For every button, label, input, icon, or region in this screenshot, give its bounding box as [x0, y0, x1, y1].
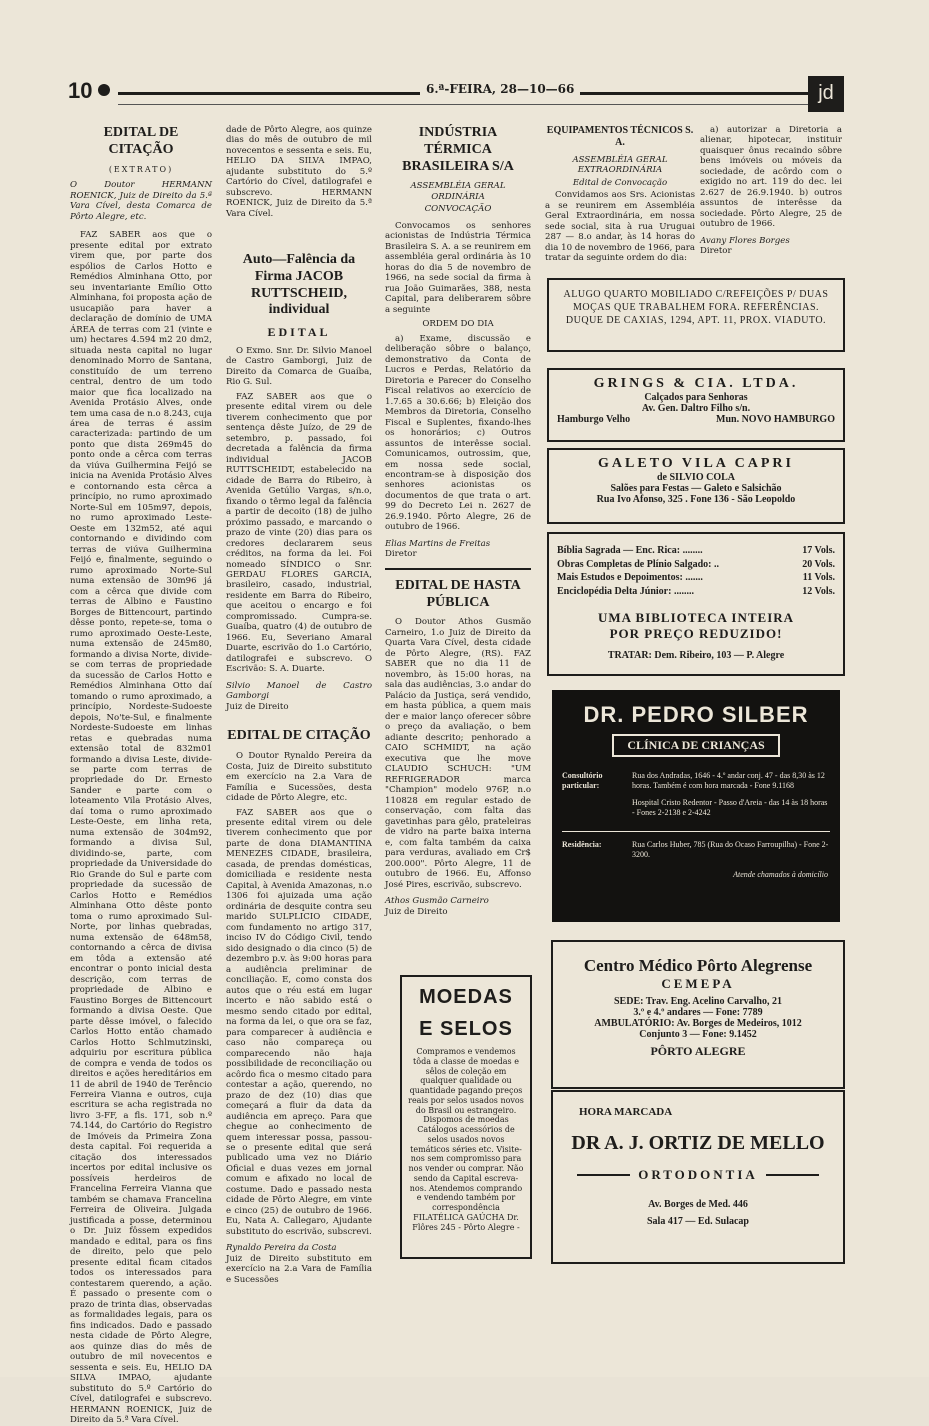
biblio-item: Enciclopédia Delta Júnior: ........ 12 Vols.: [557, 585, 835, 597]
industria-sub2: CONVOCAÇÃO: [424, 204, 492, 215]
cemepa-sede: SEDE: Trav. Eng. Acelino Carvalho, 21: [614, 996, 782, 1007]
page-number: 10: [68, 78, 93, 103]
issue-date: 6.ª-FEIRA, 28—10—66: [420, 82, 580, 96]
edital-intro: O Doutor HERMANN ROENICK, Juiz de Direito da 5.ª Vara Cível, desta Comarca de Pôrto Alegre, etc.: [70, 180, 212, 222]
ad-ortiz-mello: [551, 1090, 845, 1264]
industria-body: Convocamos os senhores acionistas de Indústria Térmica Brasileira S. A. a se reunirem em assembléia geral ordinária às 10 horas do dia 5 de novembro de 1966, na sede social da firma à rua João Guimarães, 388, nesta Capital, para deliberarem sôbre a seguinte: [385, 220, 531, 315]
citacao2-intro: O Doutor Rynaldo Pereira da Costa, Juiz de Direito substituto em exercício na 2.a Vara de Família e Sucessões, desta cidade de Pôrto Alegre, etc.: [226, 751, 372, 804]
column-5: [700, 125, 842, 270]
biblio-headline-1: UMA BIBLIOTECA INTEIRA: [597, 610, 795, 625]
ad-cemepa: [551, 940, 845, 1089]
mello-addr: Av. Borges de Med. 446: [648, 1199, 748, 1210]
equip-body: Convidamos aos Srs. Acionistas a se reunirem em Assembléia Geral Extraordinária, em nossa sede social, sita à rua Uruguai 287 — 8.o andar, às 14 horas do dia 10 de novembro de 1966, para tratar da seguinte ordem do dia:: [545, 190, 695, 264]
equip-sub1: ASSEMBLÉIA GERAL EXTRAORDINÁRIA: [572, 155, 668, 176]
grings-line2: Av. Gen. Daltro Filho s/n.: [641, 403, 751, 414]
grings-title: GRINGS & CIA. LTDA.: [593, 376, 799, 391]
edital-subtitle: (EXTRATO): [108, 164, 174, 174]
mello-spec-row: [577, 1167, 819, 1183]
mello-name: DR A. J. ORTIZ DE MELLO: [571, 1132, 825, 1154]
industria-role: Diretor: [385, 549, 417, 560]
silber-consult-1: Rua dos Andradas, 1646 - 4.º andar conj. 47 - das 8,30 às 12 horas. Também é com hora marcada - Fone 9.1168: [632, 771, 825, 791]
equip-sub2: Edital de Convocação: [572, 177, 668, 188]
equip-body-2: a) autorizar a Diretoria a alienar, hipotecar, instituir quaisquer ônus recaindo sôbre bens imóveis ou móveis da sociedade, de acôrdo com o exigido no art. 119 do dec. lei 2.627 de 26.9.1940. b) outros assuntos de interêsse da sociedade. Pôrto Alegre, 25 de outubro de 1966.: [700, 125, 842, 230]
ad-pedro-silber: [552, 690, 840, 922]
cemepa-sede-2: 3.º e 4.º andares — Fone: 7789: [633, 1007, 763, 1018]
industria-title: INDÚSTRIA TÉRMICA BRASILEIRA S/A: [402, 125, 514, 174]
biblio-list: [549, 544, 843, 598]
silber-specialty: CLÍNICA DE CRIANÇAS: [612, 734, 780, 757]
falencia-title: Auto—Falência da Firma JACOB RUTTSCHEID, individual: [242, 252, 356, 318]
falencia-notice: [226, 252, 372, 1285]
industria-sub1: ASSEMBLÉIA GERAL ORDINÁRIA: [410, 181, 506, 202]
moedas-ad: [400, 975, 532, 1259]
mello-spec: ORTODONTIA: [638, 1167, 758, 1182]
cemepa-amb: AMBULATÓRIO: Av. Borges de Medeiros, 1012: [594, 1018, 802, 1029]
cemepa-city: PÔRTO ALEGRE: [650, 1044, 746, 1058]
silber-consult-2: Hospital Cristo Redentor - Passo d'Areia - das 14 às 18 horas - Fones 2-2138 e 2-4242: [632, 797, 828, 818]
falencia-signature: Silvio Manoel de Castro Gamborgi: [226, 680, 372, 702]
column-1: [70, 125, 212, 1426]
galeto-line2: Salões para Festas — Galeto e Salsichão: [610, 483, 782, 494]
citacao2-title: EDITAL DE CITAÇÃO: [227, 728, 371, 744]
ad-quarto-text: ALUGO QUARTO MOBILIADO C/REFEIÇÕES P/ DUAS MOÇAS QUE TRABALHEM FORA. REFERÊNCIAS. DUQUE DE CAXIAS, 1294, APT. 11, PROX. VIADUTO.: [563, 289, 829, 326]
cemepa-title: Centro Médico Pôrto Alegrense: [583, 956, 813, 975]
galeto-title: GALETO VILA CAPRI: [598, 456, 794, 471]
hasta-signature: Athos Gusmão Carneiro: [385, 896, 489, 907]
cemepa-amb-2: Conjunto 3 — Fone: 9.1452: [639, 1029, 757, 1040]
bullet-icon: [98, 84, 110, 96]
hasta-body: O Doutor Athos Gusmão Carneiro, 1.o Juiz de Direito da Quarta Vara Cível, desta cidade de Pôrto Alegre, (RS). FAZ SABER que no dia 11 de novembro, às 15:00 horas, na sala das audiências, 3.o andar do Palácio da Justiça, será vendido, em hasta pública, a quem mais der e maior lanço oferecer sôbre o preço da avaliação, o bem adiante descrito; penhorado a CAIO SCHMIDT, na ação executiva que lhe move CLAUDIO SCHUCH: "UM REFRIGERADOR marca "Champion" modelo 976P, n.o 110828 em regular estado de conservação, com falta das gavetinhas para gêlo, prateleiras de vidro na parte baixa interna e, com falta também da caixa para verduras, avaliado em Cr$ 200.000". Pôrto Alegre, 11 de outubro de 1966. Eu, Affonso José Pires, escrivão, subscrevo.: [385, 617, 531, 890]
column-2-continuation: [226, 125, 372, 220]
ad-quarto: [547, 278, 845, 352]
falencia-intro: O Exmo. Snr. Dr. Silvio Manoel de Castro Gamborgi, Juiz de Direito da Comarca de Guaíba, Rio G. Sul.: [226, 345, 372, 388]
grings-line1: Calçados para Senhoras: [644, 392, 748, 403]
biblio-item: Bíblia Sagrada — Enc. Rica: ........ 17 Vols.: [557, 545, 835, 556]
ad-galeto: [547, 448, 845, 524]
header-rule-thin: [118, 104, 838, 105]
ad-biblioteca: [547, 532, 845, 676]
moedas-title-2: E SELOS: [419, 1018, 513, 1040]
falencia-edital: EDITAL: [267, 325, 331, 340]
galeto-line1: de SILVIO COLA: [657, 472, 735, 483]
jd-logo: jd: [808, 76, 844, 112]
industria-items: a) Exame, discussão e deliberação sôbre o balanço, demonstrativo da Conta de Lucros e Perdas, Relatório da Diretoria e Parecer do Conselho Fiscal relativos ao exercício de 1.7.65 a 30.6.66; b) Eleição dos Membros da Diretoria, Conselho Fiscal e Suplentes, fixando-lhes os honorários; c) Outros assuntos de interêsse social. Comunicamos, outrossim, que, em nossa sede social, encontram-se à disposição dos senhores acionistas os documentos de que trata o art. 99 do Decreto Lei n. 2627 de 26.9.1940. Pôrto Alegre, 26 de outubro de 1966.: [385, 333, 531, 533]
edital-title: EDITAL DE CITAÇÃO: [103, 125, 179, 157]
mello-addr-2: Sala 417 — Ed. Sulacap: [647, 1216, 749, 1227]
grings-left: Hamburgo Velho: [557, 414, 631, 425]
silber-note: Atende chamados à domicílio: [733, 870, 828, 880]
falencia-role: Juiz de Direito: [226, 701, 289, 712]
moedas-title-1: MOEDAS: [419, 986, 513, 1008]
citacao2-signature: Rynaldo Pereira da Costa: [226, 1243, 337, 1254]
silber-consult: Consultório particular: Rua dos Andradas, 1646 - 4.º andar conj. 47 - das 8,30 às 12 horas. Também é com hora marcada - Fone 9.1168 Hospital Cristo Redentor - Passo d'Areia - das 14 às 18 horas - Fones 2-2138 e 2-4242: [554, 771, 838, 819]
equip-signature: Avany Flores Borges: [700, 235, 790, 246]
column-3: [385, 125, 531, 965]
equip-title: EQUIPAMENTOS TÉCNICOS S. A.: [546, 125, 694, 148]
cemepa-sub: CEMEPA: [661, 976, 735, 991]
ad-grings: [547, 368, 845, 442]
citacao2-body: FAZ SABER aos que o presente edital virem ou dele tiverem conhecimento que por parte de dona DIAMANTINA MENEZES CIDADE, brasileira, casada, de prendas domésticas, domiciliada e residente nesta Capital, à Avenida Amazonas, n.o 1306 foi ajuizada uma ação ordinária de desquite contra seu marido SULPLICIO CIDADE, com fundamento no artigo 317, inciso IV do Código Civil, tendo sido designado o dia cinco (5) de dezembro p.v. às 9:00 horas para a audiência preliminar de conciliação. E, como consta dos autos que o réu está em lugar incerto e não sabido está o mesmo sendo citado por edital, na forma da lei, o que ora se faz, para comparecer à audiência e caso não compareça ou comparecendo não haja possibilidade de reconciliação ou acôrdo fica o mesmo citado para contestar a ação, querendo, no prazo de dez (10) dias que começará a fluir da data da audiência em apreço. Para que chegue ao conhecimento de quem interessar possa, passou-se o presente edital que será publicado uma vez no Diário Oficial e duas vezes em jornal comum e afixado no local de costume. Dado e passado nesta cidade de Pôrto Alegre, em vinte e cinco (25) de outubro de 1966. Eu, Nata A. Callegaro, Ajudante substituto do escrivão, subscrevi.: [226, 807, 372, 1237]
grings-right: Mun. NOVO HAMBURGO: [716, 414, 835, 425]
silber-residence: Residência: Rua Carlos Huber, 785 (Rua do Ocaso Farroupilha) - Fone 2-3200.: [562, 839, 829, 859]
falencia-body: FAZ SABER aos que o presente edital virem ou dele tiverem conhecimento que por sentença dêste Juízo, de 29 de setembro, p. passado, foi decretada a falência da firma individual JACOB RUTTSCHEIDT, estabelecido na cidade de Barra do Ribeiro, à Avenida Getúlio Vargas, s/n.o, fixando o têrmo legal da falência a partir de decoito (18) de julho próximo passado, e marcando o prazo de vinte (20) dias para os credores declararem seus créditos, na forma da lei. Foi nomeado SÍNDICO o Snr. GERDAU FLORES GARCIA, brasileiro, casado, industrial, residente em Barra do Ribeiro, que aceitou o encargo e foi compromissado. Cumpra-se. Guaíba, quatro (4) de outubro de 1966. Eu, Severiano Amaral Duarte, escrivão do 1.o Cartório, datilografei e subscrevo. O Escrivão: S. A. Duarte.: [226, 391, 372, 675]
hasta-role: Juiz de Direito: [385, 906, 448, 917]
column-4: [545, 125, 695, 270]
edital-body-continued: dade de Pôrto Alegre, aos quinze dias do mês de outubro de mil novecentos e sessenta e seis. Eu, HELIO DA SILVA IMPAO, ajudante substituto do 5.º Cartório do Cível, datilografei e subscrevo. HERMANN ROENICK, Juiz de Direito da 5.ª Vara Cível.: [226, 125, 372, 219]
ordem-do-dia: ORDEM DO DIA: [422, 319, 494, 330]
biblio-item: Obras Completas de Plínio Salgado: .. 20 Vols.: [557, 558, 835, 570]
edital-body: FAZ SABER aos que o presente edital por extrato virem que, por parte dos espólios de Carlos Hotto e Remédios Alminhana Otto, por seu inventariante Emílio Otto Alminhana, foi proposta ação de usucapião para haver a declaração de domínio de UMA ÁREA de terras com 21 (vinte e um) hectares 4.594 m2 20 dm2, situada nesta capital no lugar denominado Morro de Santana, constituído de um terreno central, dentro de um todo maior que fica localizado na Avenida Protásio Alves, onde tem uma casa de n.o 8.243, cuja área de terras é assim caracterizada: partindo de um ponto que dista 269m45 do ponto onde a cêrca com terras da viúva Guilhermina Feijó se inicia na Avenida Protásio Alves e contornando esta cêrca a princípio, no rumo aproximado Norte-Sul em 105m97, depois, no rumo aproximado Leste-Oeste em 132m52, até aqui contornando e dividindo com terras de viúva Guilhermina Feijó e, finalmente, seguindo o rumo aproximado Norte-Sul numa extensão de 30m96 já com a cêrca que divide com terras de Albino e Faustino Borges de Bittencourt, partindo dêsse ponto, repete-se, toma o rumo aproximado Oeste-Leste, numa extensão de 245m80, formando a divisa Norte, divide-se com terras de propriedade da sucessão de Carlos Hotto e Remédios Alminhana Otto daí tomando o rumo aproximado, a princípio, Nordeste-Sudoeste depois, No'te-Sul, e finalmente Nordeste-Sudoeste em linhas retas e quebradas numa extensão total de 832m01 formando a divisa Leste, divide-se parte com terras de propriedade do Dr. Ernesto Sander e parte com o loteamento Vila Protásio Alves, daí toma o rumo aproximado Leste-Oeste, em linha reta, numa extensão de 304m92, formando a divisa Sul, dividindo-se, parte, com propriedade da Universidade do Rio Grande do Sul e parte com propriedade da sucessão de Carlos Hotto e Remédios Alminhana Otto dêste ponto toma o rumo aproximado Sul-Norte, por linhas quebradas, numa extensão de 648m58, contornando a cêrca de divisa em tôda a extensão até encontrar o ponto inicial desta descrição, com terras de propriedade de Albino e Faustino Borges de Bittencourt formando a divisa Oeste. Que parte dêsse imóvel, o falecido Carlos Hotto então chamado Carlos Hotto Schlmutzinski, adquiriu por escritura pública de compra e venda de todos os direitos e ações hereditários em 11 de abril de 1940 de Terêncio Ferreira Vianna e outros, cuja escritura se acha registrada no livro 3-FF, a fls. 171, sob n.º 74.144, do Cartório do Registro de Imóveis da Primeira Zona desta capital. Foi requerida a citação dos interessados incertos por edital inclusive os possíveis herdeiros de Francelina Ferreira Vianna que também se chamava Francelina Ferreira de Oliveira. Julgada justificada a posse, determinou o Dr. Juiz fôssem expedidos mandado e edital, para os fins de direito, pelo que pelo presente edital ficam citados todos os interessados para contestarem querendo, a ação. É passado o presente com o prazo de trinta dias, observadas as formalidades legais, para os fins indicados. Dado e passado nesta cidade de Pôrto Alegre, aos quinze dias do mês de outubro de mil novecentos e sessenta e seis. Eu, HELIO DA SILVA IMPAO, ajudante substituto do 5.º Cartório do Cível, datilografei e subscrevo. HERMANN ROENICK, Juiz de Direito da 5.ª Vara Cível.: [70, 230, 212, 1426]
hasta-title: EDITAL DE HASTA PÚBLICA: [395, 577, 521, 610]
galeto-line3: Rua Ivo Afonso, 325 . Fone 136 - São Leopoldo: [596, 494, 796, 505]
moedas-body: Compramos e vendemos tôda a classe de moedas e sêlos de coleção em qualquer qualidade ou quantidade pagando preços reais por selos usados novos do Brasil ou estrangeiro. Dispomos de moedas Catálogos acessórios de selos usados novos temáticos séries etc. Visite-nos sem compromisso para nos vender ou comprar. Não sendo da Capital escreva-nos. Atendemos comprando e vendendo também por correspondência FILATÉLICA GAÚCHA Dr. Flôres 245 - Pôrto Alegre -: [408, 1047, 524, 1232]
industria-signature: Elias Martins de Freitas: [385, 538, 491, 549]
equip-role: Diretor: [700, 246, 732, 257]
silber-name: DR. PEDRO SILBER: [583, 702, 809, 727]
biblio-headline-2: POR PREÇO REDUZIDO!: [609, 626, 783, 641]
biblio-item: Mais Estudos e Depoimentos: ....... 11 Vols.: [557, 572, 835, 583]
biblio-contact: TRATAR: Dem. Ribeiro, 103 — P. Alegre: [607, 650, 785, 661]
mello-top: HORA MARCADA: [579, 1106, 673, 1118]
citacao2-role: Juiz de Direito substituto em exercício na 2.a Vara de Família e Sucessões: [226, 1253, 372, 1285]
